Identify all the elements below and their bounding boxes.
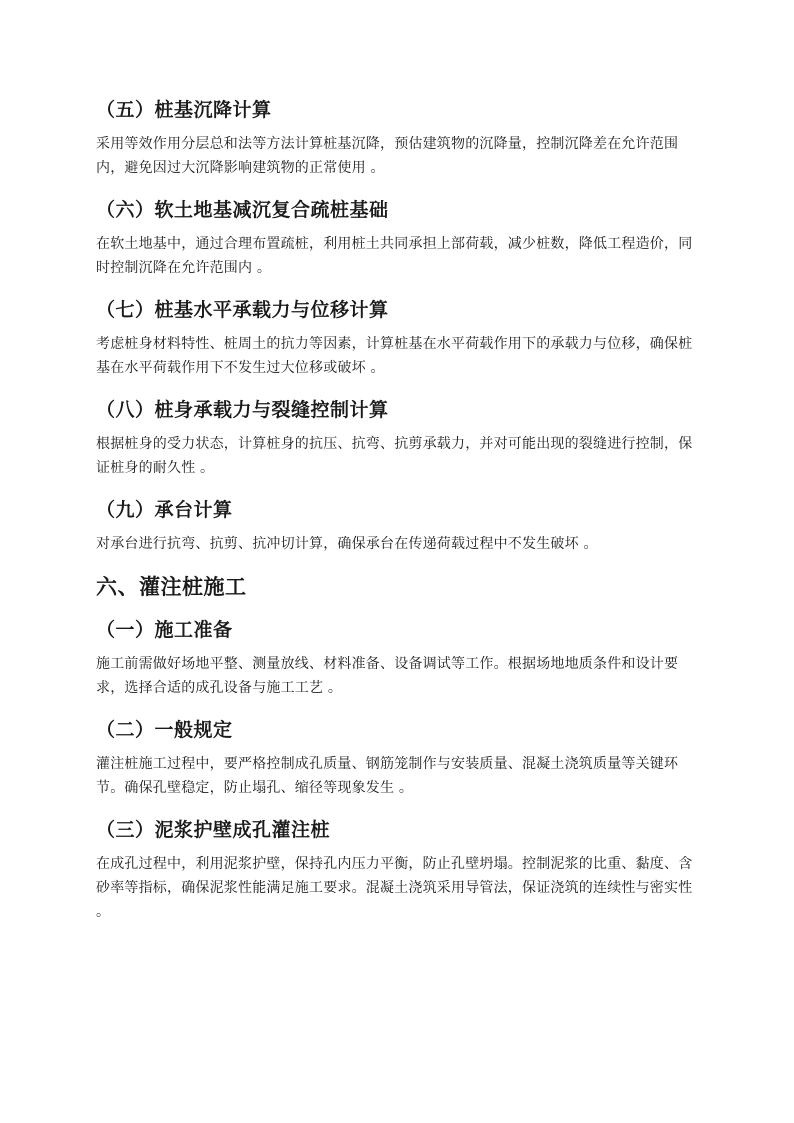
paragraph-pile-body-capacity-crack: 根据桩身的受力状态，计算桩身的抗压、抗弯、抗剪承载力，并对可能出现的裂缝进行控制，保证桩身的耐久性 。 (96, 436, 693, 476)
paragraph-horizontal-bearing-capacity: 考虑桩身材料特性、桩周土的抗力等因素，计算桩基在水平荷载作用下的承载力与位移，确保桩基在水平荷载作用下不发生过大位移或破坏 。 (96, 336, 693, 376)
heading-soft-soil-composite-pile: （六）软土地基减沉复合疏桩基础 (96, 199, 389, 221)
paragraph-pile-settlement: 采用等效作用分层总和法等方法计算桩基沉降，预估建筑物的沉降量，控制沉降差在允许范围内，避免因过大沉降影响建筑物的正常使用 。 (96, 136, 679, 176)
paragraph-soft-soil-composite-pile: 在软土地基中，通过合理布置疏桩，利用桩土共同承担上部荷载，减少桩数，降低工程造价，同时控制沉降在允许范围内 。 (96, 236, 693, 276)
heading-construction-preparation: （一）施工准备 (96, 619, 233, 641)
heading-pile-settlement-calculation: （五）桩基沉降计算 (96, 99, 272, 121)
paragraph-construction-preparation: 施工前需做好场地平整、测量放线、材料准备、设备调试等工作。根据场地地质条件和设计要求，选择合适的成孔设备与施工工艺 。 (96, 656, 679, 696)
paragraph-general-provisions: 灌注桩施工过程中，要严格控制成孔质量、钢筋笼制作与安装质量、混凝土浇筑质量等关键环节。确保孔壁稳定，防止塌孔、缩径等现象发生 。 (96, 756, 679, 796)
paragraph-pile-cap-calculation: 对承台进行抗弯、抗剪、抗冲切计算，确保承台在传递荷载过程中不发生破坏 。 (96, 536, 598, 552)
heading-general-provisions: （二）一般规定 (96, 719, 233, 741)
heading-bored-pile-construction: 六、灌注桩施工 (96, 575, 247, 599)
heading-pile-body-capacity-crack: （八）桩身承载力与裂缝控制计算 (96, 399, 389, 421)
heading-horizontal-bearing-capacity: （七）桩基水平承载力与位移计算 (96, 299, 389, 321)
paragraph-mud-wall-protection-pile: 在成孔过程中，利用泥浆护壁，保持孔内压力平衡，防止孔壁坍塌。控制泥浆的比重、黏度、含砂率等指标，确保泥浆性能满足施工要求。混凝土浇筑采用导管法，保证浇筑的连续性与密实性 。 (96, 856, 693, 920)
heading-mud-wall-protection-pile: （三）泥浆护壁成孔灌注桩 (96, 819, 331, 841)
heading-pile-cap-calculation: （九）承台计算 (96, 499, 233, 521)
